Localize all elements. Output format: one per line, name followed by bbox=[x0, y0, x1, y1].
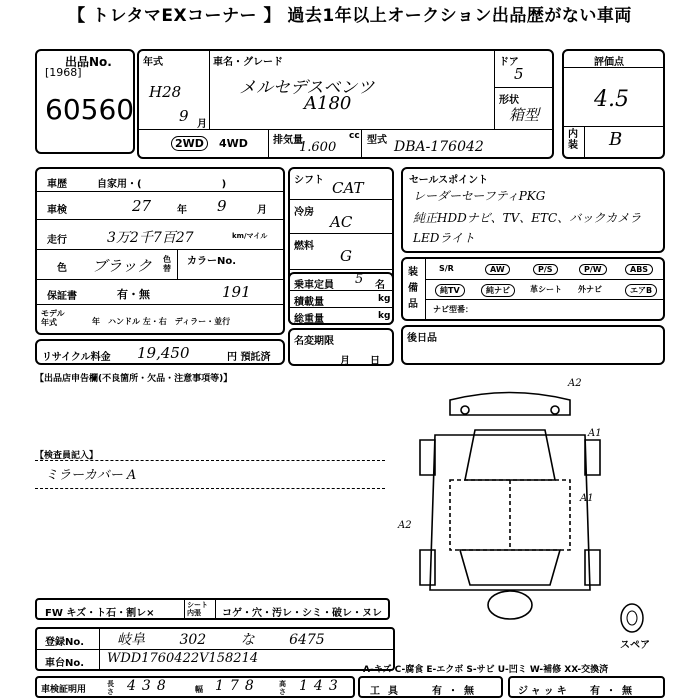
jack-value: 有・無 bbox=[590, 686, 638, 697]
fuel-label: 燃料 bbox=[294, 241, 314, 252]
shift-value: CAT bbox=[332, 179, 364, 197]
year-value: H28 bbox=[149, 83, 182, 101]
history-label: 車歴 bbox=[47, 179, 67, 190]
recycle-box bbox=[35, 339, 285, 365]
lot-label: 出品No. bbox=[65, 55, 112, 69]
lot-number: 60560 bbox=[45, 93, 135, 126]
recycle-value: 19,450 bbox=[137, 344, 190, 362]
mark-a2-left: A2 bbox=[398, 520, 412, 531]
drive-4wd: 4WD bbox=[219, 137, 248, 150]
month-unit: 月 bbox=[197, 119, 207, 130]
height-label: 高さ bbox=[279, 680, 286, 696]
eq-outer-navi: 外ナビ bbox=[578, 285, 602, 294]
rating-label: 評価点 bbox=[594, 57, 624, 68]
inspection-label: 車検 bbox=[47, 205, 67, 216]
door-value: 5 bbox=[514, 65, 524, 83]
width-label: 幅 bbox=[195, 685, 203, 694]
registration-box bbox=[35, 627, 395, 671]
chassis-value: WDD1760422V158214 bbox=[107, 651, 259, 666]
modify-label: モデル 年式 bbox=[41, 309, 65, 327]
seller-note-label: 【出品店申告欄(不良箇所・欠品・注意事項等)】 bbox=[35, 374, 233, 384]
color-no-label: カラーNo. bbox=[187, 256, 237, 267]
tools-label: 工具 bbox=[370, 686, 406, 697]
sales-line1: レーダーセーフティPKG bbox=[413, 189, 546, 203]
vehicle-box bbox=[137, 49, 554, 159]
model-label: 型式 bbox=[367, 135, 387, 146]
history-box bbox=[35, 167, 285, 335]
eq-ps: P/S bbox=[533, 264, 558, 275]
shift-label: シフト bbox=[294, 175, 324, 186]
width-value: 178 bbox=[215, 678, 260, 694]
chassis-label: 車台No. bbox=[45, 658, 85, 669]
load-label: 積載量 bbox=[294, 297, 324, 308]
change-label: 名変期限 bbox=[294, 336, 334, 347]
lot-box bbox=[35, 49, 135, 154]
capacity-label: 乗車定員 bbox=[294, 280, 334, 291]
recycle-unit: 円 預託済 bbox=[227, 352, 271, 363]
interior-label: 内装 bbox=[568, 129, 578, 151]
mileage-value: 3万2千7百27 bbox=[107, 230, 194, 246]
cert-box bbox=[35, 676, 355, 698]
mileage-label: 走行 bbox=[47, 235, 67, 246]
tools-box bbox=[358, 676, 503, 698]
reg-label: 登録No. bbox=[45, 637, 85, 648]
inspection-year-unit: 年 bbox=[177, 205, 187, 216]
mark-a2-top: A2 bbox=[568, 378, 582, 389]
len-value: 438 bbox=[127, 678, 172, 694]
color-value: ブラック bbox=[92, 257, 152, 275]
reg-value: 岐阜 302 な 6475 bbox=[117, 632, 325, 648]
displacement-value: 1.600 bbox=[299, 140, 337, 155]
color-no-value: 191 bbox=[222, 283, 251, 301]
warranty-value: 有・無 bbox=[117, 288, 150, 301]
eq-pw: P/W bbox=[579, 264, 607, 275]
fuel-value: G bbox=[340, 247, 352, 265]
inspection-year: 27 bbox=[132, 197, 152, 215]
tools-value: 有・無 bbox=[432, 686, 480, 697]
jack-label: ジャッキ bbox=[518, 686, 570, 697]
eq-aw: AW bbox=[485, 264, 510, 275]
color-change-label: 色替 bbox=[163, 255, 171, 273]
history-value: 自家用・( ) bbox=[97, 179, 227, 190]
inspector-value: ミラーカバー A bbox=[45, 468, 137, 483]
month-value: 9 bbox=[179, 107, 189, 125]
grade-value: A180 bbox=[304, 93, 352, 114]
seat-values: コゲ・穴・汚レ・シミ・破レ・ヌレ bbox=[222, 608, 382, 619]
capacity-value: 5 bbox=[355, 272, 364, 287]
year-label: 年式 bbox=[143, 57, 163, 68]
equipment-box bbox=[401, 257, 665, 321]
height-value: 143 bbox=[299, 678, 344, 694]
change-unit: 月日 bbox=[340, 356, 400, 367]
drive-2wd: 2WD bbox=[171, 136, 208, 151]
warranty-label: 保証書 bbox=[47, 291, 77, 302]
lot-small-code: [1968] bbox=[45, 66, 82, 79]
score-box bbox=[562, 49, 665, 159]
mark-a1-upper: A1 bbox=[588, 428, 602, 439]
gross-label: 総重量 bbox=[294, 314, 324, 325]
recycle-label: リサイクル料金 bbox=[42, 352, 111, 363]
name-label: 車名・グレード bbox=[213, 57, 283, 68]
eq-sr: S/R bbox=[439, 264, 454, 273]
seat-label: シート内張 bbox=[187, 601, 208, 617]
name-value: メルセデスベンツ bbox=[239, 78, 375, 98]
later-label: 後日品 bbox=[407, 333, 437, 344]
load-unit: kg bbox=[378, 294, 391, 304]
legend-text: A-キズ C-腐食 E-エクボ S-サビ U-凹ミ W-補修 XX-交換済 bbox=[363, 665, 609, 675]
displacement-unit: cc bbox=[349, 131, 360, 141]
rating-value: 4.5 bbox=[594, 87, 629, 112]
spare-tire-icon bbox=[618, 602, 646, 634]
mark-a1-side: A1 bbox=[580, 493, 594, 504]
eq-navi: 純ナビ bbox=[481, 284, 515, 297]
sales-line2: 純正HDDナビ、TV、ETC、バックカメラ bbox=[413, 211, 642, 225]
page-title: 【 トレタマEXコーナー 】 過去1年以上オークション出品歴がない車両 bbox=[68, 6, 632, 26]
equipment-label: 装備品 bbox=[408, 267, 418, 310]
cert-label: 車検証明用 bbox=[41, 685, 87, 695]
mileage-unit: km/マイル bbox=[232, 232, 268, 240]
eq-tv: 純TV bbox=[435, 284, 465, 297]
sales-box bbox=[401, 167, 665, 253]
inspector-label: 【検査員記入】 bbox=[35, 451, 99, 461]
gross-unit: kg bbox=[378, 311, 391, 321]
eq-airbag: エアB bbox=[625, 284, 657, 297]
color-label: 色 bbox=[57, 263, 67, 274]
shape-value: 箱型 bbox=[509, 106, 540, 124]
model-value: DBA-176042 bbox=[394, 139, 484, 155]
jack-box bbox=[508, 676, 665, 698]
inspection-month-unit: 月 bbox=[257, 205, 267, 216]
spare-label: スペア bbox=[620, 640, 650, 651]
shape-label: 形状 bbox=[499, 95, 519, 106]
interior-value: B bbox=[609, 129, 623, 150]
door-label: ドア bbox=[499, 57, 519, 68]
modify-value: 年 ハンドル 左・右 ディラー・並行 bbox=[92, 317, 231, 326]
sales-line3: LEDライト bbox=[413, 231, 475, 245]
len-label: 長さ bbox=[107, 680, 114, 696]
defects-label: FW キズ・ト石・割レ× bbox=[45, 608, 155, 619]
eq-leather: 革シート bbox=[530, 285, 562, 294]
ac-value: AC bbox=[330, 213, 353, 231]
capacity-box bbox=[288, 272, 394, 325]
displacement-label: 排気量 bbox=[273, 135, 303, 146]
ac-label: 冷房 bbox=[294, 207, 314, 218]
later-box bbox=[401, 325, 665, 365]
sales-label: セールスポイント bbox=[409, 175, 489, 186]
capacity-unit: 名 bbox=[375, 280, 385, 291]
defects-box bbox=[35, 598, 390, 620]
change-box bbox=[288, 328, 400, 367]
inspection-month: 9 bbox=[217, 197, 227, 215]
navi-model-label: ナビ型番： bbox=[433, 305, 473, 314]
eq-abs: ABS bbox=[625, 264, 653, 275]
